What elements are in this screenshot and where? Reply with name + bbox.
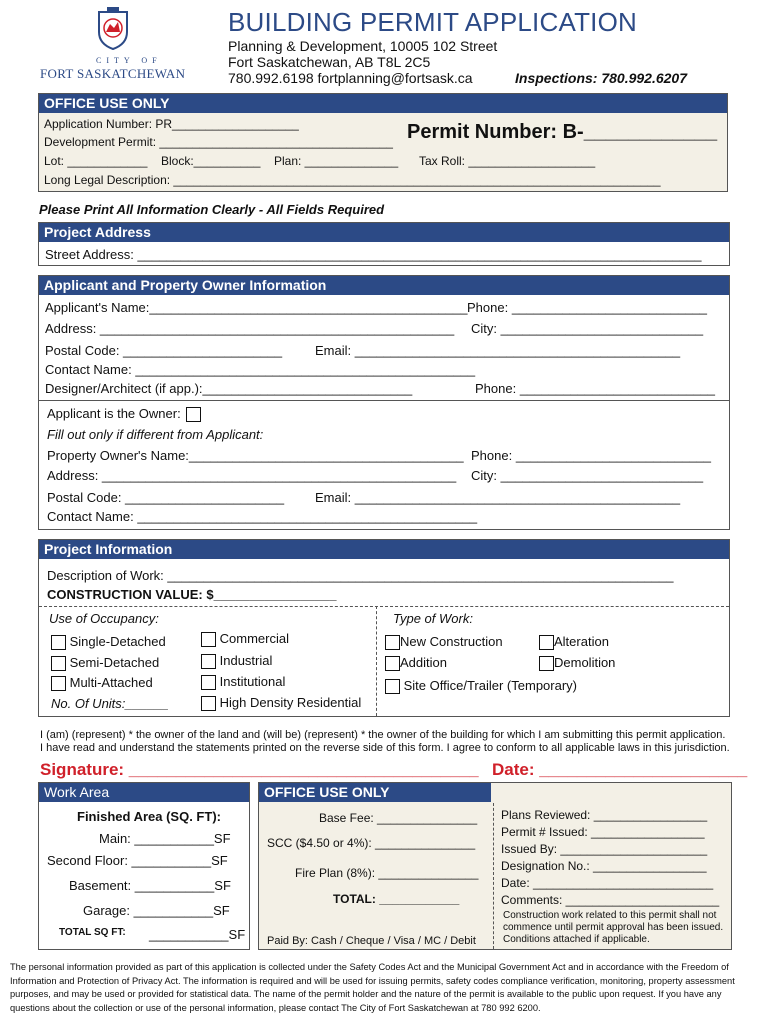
office-use-bottom xyxy=(258,782,732,950)
occ-multi[interactable] xyxy=(51,675,153,691)
header-inspections: Inspections: 780.992.6207 xyxy=(515,70,687,86)
high-density-label: High Density Residential xyxy=(219,695,362,710)
city-crest-icon xyxy=(93,6,133,50)
legal-description: Long Legal Description: _________________________________________________________________________ xyxy=(44,173,661,187)
work-demolition[interactable] xyxy=(539,655,615,671)
declaration-line-1: I (am) (represent) * the owner of the land and (will be) (represent) * the owner of the building for which I am submitting this permit application. xyxy=(40,729,726,741)
project-address-heading: Project Address xyxy=(39,223,729,242)
application-number: Application Number: PR___________________ xyxy=(44,117,299,131)
applicant-postal-field[interactable]: Postal Code: ______________________ xyxy=(45,343,283,358)
applicant-address-field[interactable]: Address: _________________________________________________ xyxy=(45,321,455,336)
applicant-section xyxy=(38,275,730,530)
column-divider xyxy=(376,606,377,716)
applicant-phone-field[interactable]: Phone: ___________________________ xyxy=(467,300,708,315)
comments-field: Comments: _______________________ xyxy=(501,893,720,907)
basement-field[interactable]: Basement: ___________SF xyxy=(69,878,231,893)
permit-number: Permit Number: B-____________ xyxy=(407,121,718,143)
addition-checkbox[interactable] xyxy=(385,656,400,671)
construction-note: Construction work related to this permit shall not commence until permit approval has been issued. Conditions attached if applicable. xyxy=(503,910,724,945)
project-info-section xyxy=(38,539,730,717)
occ-single[interactable] xyxy=(51,634,166,650)
header-address-2: Fort Saskatchewan, AB T8L 2C5 xyxy=(228,54,431,70)
block-field: Block:__________ xyxy=(161,154,261,168)
project-address-section xyxy=(38,222,730,266)
institutional-label: Institutional xyxy=(219,674,286,689)
development-permit: Development Permit: ___________________________________ xyxy=(44,135,393,149)
main-field[interactable]: Main: ___________SF xyxy=(99,831,231,846)
is-owner-label: Applicant is the Owner: xyxy=(47,406,181,421)
scc-field: SCC ($4.50 or 4%): _______________ xyxy=(267,836,476,850)
fill-out-note: Fill out only if different from Applicant: xyxy=(47,427,264,442)
work-alteration[interactable] xyxy=(539,634,609,650)
logo-name: FORT SASKATCHEWAN xyxy=(40,66,186,81)
semi-label: Semi-Detached xyxy=(69,655,160,670)
plan-field: Plan: ______________ xyxy=(274,154,399,168)
declaration-line-2: I have read and understand the statements printed on the reverse side of this form. I agree to conform to all applicable laws in this jurisdiction. xyxy=(40,742,730,754)
new-construction-label: New Construction xyxy=(400,634,503,649)
finished-area-label: Finished Area (SQ. FT): xyxy=(77,809,221,824)
total-sqft-label: TOTAL SQ FT: xyxy=(59,927,126,938)
date-field[interactable]: Date: ______________________ xyxy=(492,760,748,779)
owner-phone-field[interactable]: Phone: ___________________________ xyxy=(471,448,712,463)
industrial-label: Industrial xyxy=(219,653,273,668)
demolition-checkbox[interactable] xyxy=(539,656,554,671)
occ-semi[interactable] xyxy=(51,655,159,671)
industrial-checkbox[interactable] xyxy=(201,654,216,669)
commercial-checkbox[interactable] xyxy=(201,632,216,647)
description-field[interactable]: Description of Work: ______________________________________________________________________ xyxy=(47,568,674,583)
work-site-office[interactable] xyxy=(385,678,577,694)
is-owner-checkbox[interactable] xyxy=(186,407,201,422)
alteration-label: Alteration xyxy=(554,634,609,649)
owner-divider xyxy=(39,400,729,401)
type-of-work-label: Type of Work: xyxy=(393,611,473,626)
fire-plan-field: Fire Plan (8%): _______________ xyxy=(295,866,479,880)
units-field[interactable]: No. Of Units:______ xyxy=(51,696,169,711)
project-info-heading: Project Information xyxy=(39,540,729,559)
applicant-email-field[interactable]: Email: _____________________________________________ xyxy=(315,343,681,358)
work-new[interactable] xyxy=(385,634,503,650)
alteration-checkbox[interactable] xyxy=(539,635,554,650)
site-office-checkbox[interactable] xyxy=(385,679,400,694)
new-construction-checkbox[interactable] xyxy=(385,635,400,650)
single-checkbox[interactable] xyxy=(51,635,66,650)
header-address-1: Planning & Development, 10005 102 Street xyxy=(228,38,498,54)
designer-field[interactable]: Designer/Architect (if app.):_____________________________ xyxy=(45,381,413,396)
owner-name-field[interactable]: Property Owner's Name:______________________________________ xyxy=(47,448,464,463)
logo xyxy=(38,6,188,86)
office-bottom-divider xyxy=(493,803,494,949)
occupancy-divider xyxy=(39,606,729,607)
second-floor-field[interactable]: Second Floor: ___________SF xyxy=(47,853,228,868)
signature-field[interactable]: Signature: _____________________________________ xyxy=(40,760,479,779)
base-fee-field: Base Fee: _______________ xyxy=(319,811,478,825)
work-area-section xyxy=(38,782,250,950)
applicant-city-field[interactable]: City: ____________________________ xyxy=(471,321,704,336)
header-contact: 780.992.6198 fortplanning@fortsask.ca xyxy=(228,70,473,86)
office-bottom-heading: OFFICE USE ONLY xyxy=(264,784,390,800)
page-title: BUILDING PERMIT APPLICATION xyxy=(228,7,637,37)
logo-city-of: CITY OF xyxy=(96,56,162,65)
applicant-contact-field[interactable]: Contact Name: _______________________________________________ xyxy=(45,362,476,377)
occ-commercial[interactable] xyxy=(201,631,289,647)
designer-phone-field[interactable]: Phone: ___________________________ xyxy=(475,381,716,396)
is-owner-row xyxy=(47,406,201,422)
street-address-field[interactable]: Street Address: ______________________________________________________________________________ xyxy=(45,247,702,262)
total-sqft-field[interactable]: ___________SF xyxy=(149,927,246,942)
semi-checkbox[interactable] xyxy=(51,656,66,671)
commercial-label: Commercial xyxy=(219,631,289,646)
occ-high-density[interactable] xyxy=(201,695,361,711)
lot-field: Lot: ____________ xyxy=(44,154,148,168)
owner-postal-field[interactable]: Postal Code: ______________________ xyxy=(47,490,285,505)
occupancy-label: Use of Occupancy: xyxy=(49,611,159,626)
institutional-checkbox[interactable] xyxy=(201,675,216,690)
addition-label: Addition xyxy=(400,655,447,670)
office-use-top xyxy=(38,93,728,192)
owner-city-field[interactable]: City: ____________________________ xyxy=(471,468,704,483)
owner-contact-field[interactable]: Contact Name: _______________________________________________ xyxy=(47,509,478,524)
work-area-heading: Work Area xyxy=(39,783,249,802)
privacy-footer: The personal information provided as part of this application is collected under the Safety Codes Act and the Municipal Government Act and in accordance with the Freedom of Information and Protection of Privacy Act. The information is required and will be used for issuing permits, safety codes compliance verification, monitoring, property assessment purposes, and may be used or provided for statistical data. The name of the permit holder and the nature of the permit is available to the public upon request. If you have any questions about the collection or use of the personal information, please contact The City of Fort Saskatchewan at 780 992 6200. xyxy=(10,962,735,1013)
occ-industrial[interactable] xyxy=(201,653,272,669)
instruction: Please Print All Information Clearly - All Fields Required xyxy=(39,202,385,217)
work-addition[interactable] xyxy=(385,655,447,671)
total-fee-field: TOTAL: ____________ xyxy=(333,892,460,906)
site-office-label: Site Office/Trailer (Temporary) xyxy=(403,678,577,693)
occ-institutional[interactable] xyxy=(201,674,285,690)
permit-issued-field: Permit # Issued: _________________ xyxy=(501,825,705,839)
paid-by: Paid By: Cash / Cheque / Visa / MC / Debit xyxy=(267,935,476,947)
single-label: Single-Detached xyxy=(69,634,166,649)
issued-by-field: Issued By: ______________________ xyxy=(501,842,708,856)
multi-checkbox[interactable] xyxy=(51,676,66,691)
owner-address-field[interactable]: Address: _________________________________________________ xyxy=(47,468,457,483)
office-date-field: Date: ___________________________ xyxy=(501,876,714,890)
applicant-heading: Applicant and Property Owner Information xyxy=(39,276,729,295)
garage-field[interactable]: Garage: ___________SF xyxy=(83,903,230,918)
multi-label: Multi-Attached xyxy=(69,675,153,690)
office-use-heading: OFFICE USE ONLY xyxy=(39,94,727,113)
tax-roll-field: Tax Roll: ___________________ xyxy=(419,154,596,168)
high-density-checkbox[interactable] xyxy=(201,696,216,711)
designation-field: Designation No.: _________________ xyxy=(501,859,707,873)
plans-reviewed-field: Plans Reviewed: _________________ xyxy=(501,808,708,822)
construction-value-field[interactable]: CONSTRUCTION VALUE: $_________________ xyxy=(47,587,337,602)
owner-email-field[interactable]: Email: _____________________________________________ xyxy=(315,490,681,505)
demolition-label: Demolition xyxy=(554,655,616,670)
applicant-name-field[interactable]: Applicant's Name:____________________________________________ xyxy=(45,300,468,315)
